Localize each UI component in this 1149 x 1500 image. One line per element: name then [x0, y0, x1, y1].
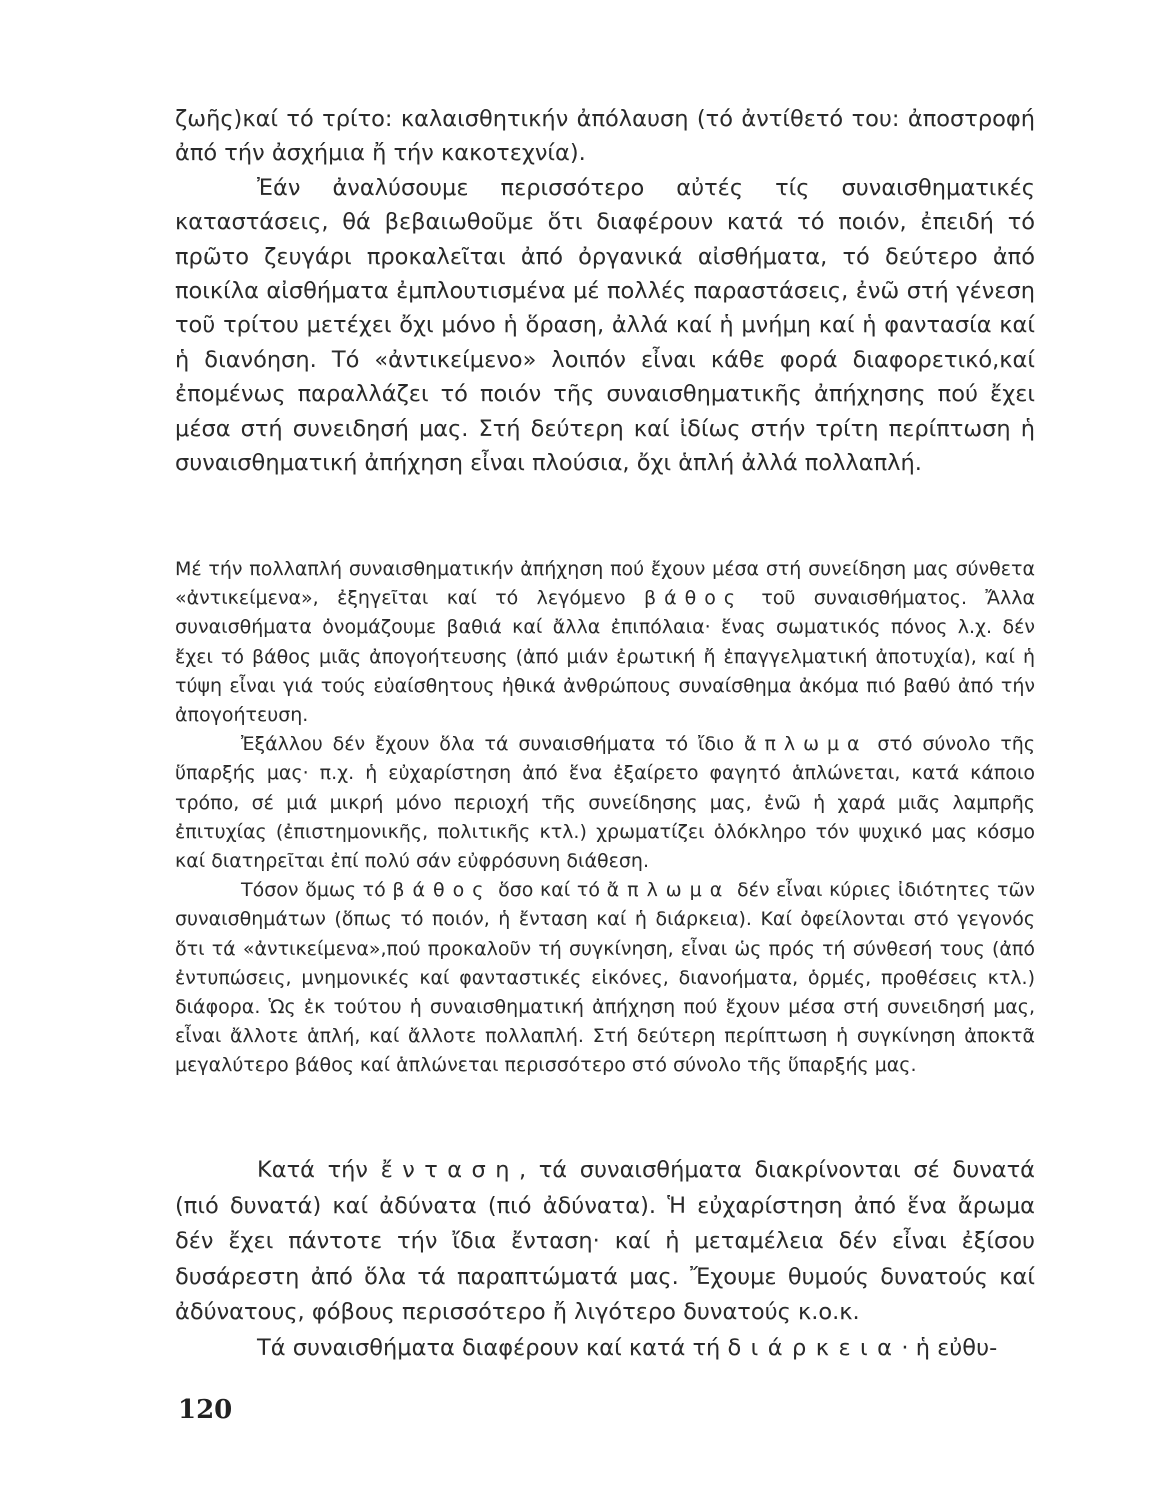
text-segment: στό σύνολο τῆς ὕπαρξής μας· π.χ. ἡ εὐχαρίστηση ἀπό ἕνα ἐξαίρετο φαγητό ἁπλώνεται, κατά κάποιο τρόπο, σέ μιά μικρή μόνο περιοχή τῆς συνείδησης μας, ἐνῶ ἡ χαρά μιᾶς λαμπρῆς ἐπιτυχίας (ἐπιστημονικῆς, πολιτικῆς κτλ.) χρωματίζει ὁλόκληρο τόν ψυχικό μας κόσμο καί διατηρεῖται ἐπί πολύ σάν εὐφρόσυνη διάθεση. — [175, 733, 1035, 873]
paragraph-depth-and-spread — [175, 876, 1035, 1080]
paragraph-analysis: Ἐάν ἀναλύσουμε περισσότερο αὐτές τίς συναισθηματικές καταστάσεις, θά βεβαιωθοῦμε ὅτι διαφέρουν κατά τό ποιόν, ἐπειδή τό πρῶτο ζευγάρι προκαλεῖται ἀπό ὀργανικά αἰσθήματα, τό δεύτερο ἀπό ποικίλα αἰσθήματα ἐμπλουτισμένα μέ πολλές παραστάσεις, ἐνῶ στή γένεση τοῦ τρίτου μετέχει ὄχι μόνο ἡ ὅραση, ἀλλά καί ἡ μνήμη καί ἡ φαντασία καί ἡ διανόηση. Τό «ἀντικείμενο» λοιπόν εἶναι κάθε φορά διαφορετικό,καί ἐπομένως παραλλάζει τό ποιόν τῆς συναισθηματικῆς ἀπήχησης πού ἔχει μέσα στή συνειδησή μας. Στή δεύτερη καί ἰδίως στήν τρίτη περίπτωση ἡ συναισθηματική ἀπήχηση εἶναι πλούσια, ὄχι ἁπλή ἀλλά πολλαπλή. — [175, 174, 1035, 477]
paragraph-continuation: ζωῆς)καί τό τρίτο: καλαισθητικήν ἀπόλαυση (τό ἀντίθετό του: ἀποστροφή ἀπό τήν ἀσχήμια ἤ τήν κακοτεχνία). — [175, 106, 1035, 167]
lower-text-block — [175, 1153, 1035, 1366]
spaced-term-depth: βάθος — [644, 587, 743, 610]
text-segment: ὅσο καί τό — [491, 879, 607, 902]
small-print-block — [175, 555, 1035, 1081]
text-segment: Μέ τήν πολλαπλή συναισθηματικήν ἀπήχηση πού ἔχουν μέσα στή συνείδηση μας σύνθετα «ἀντικείμενα», ἐξηγεῖται καί τό λεγόμενο — [175, 558, 1035, 610]
text-segment: Ἐξάλλου δέν ἔχουν ὅλα τά συναισθήματα τό ἴδιο — [241, 733, 744, 756]
spaced-term-intensity: ἔνταση — [380, 1157, 519, 1183]
text-segment: · ἡ εὐθυ- — [901, 1334, 998, 1361]
text-segment: τοῦ συναισθήματος. Ἄλλα συναισθήματα ὀνομάζουμε βαθιά καί ἄλλα ἐπιπόλαια· ἕνας σωματικός πόνος λ.χ. δέν ἔχει τό βάθος μιᾶς ἀπογοήτευσης (ἀπό μιάν ἐρωτική ἤ ἐπαγγελματική ἀποτυχία), καί ἡ τύψη εἶναι γιά τούς εὐαίσθητους ἠθικά ἀνθρώπους συναίσθημα ἀκόμα πιό βαθύ ἀπό τήν ἀπογοήτευση. — [175, 587, 1035, 727]
paragraph-duration — [175, 1331, 1035, 1367]
spaced-term-spread: ἄπλωμα — [606, 879, 731, 902]
main-text-block — [175, 102, 1035, 480]
text-segment: Κατά τήν — [257, 1157, 381, 1183]
paragraph-depth — [175, 555, 1035, 730]
text-segment: , τά συναισθήματα διακρίνονται σέ δυνατά (πιό δυνατά) καί ἀδύνατα (πιό ἀδύνατα). Ἡ εὐχαρίστηση ἀπό ἕνα ἄρωμα δέν ἔχει πάντοτε τήν ἴδια ἔνταση· καί ἡ μεταμέλεια δέν εἶναι ἐξίσου δυσάρεστη ἀπό ὅλα τά παραπτώματά μας. Ἔχουμε θυμούς δυνατούς καί ἀδύνατους, φόβους περισσότερο ἤ λιγότερο δυνατούς κ.ο.κ. — [175, 1157, 1035, 1325]
text-segment: δέν εἶναι κύριες ἰδιότητες τῶν συναισθημάτων (ὅπως τό ποιόν, ἡ ἔνταση καί ἡ διάρκεια). Καί ὀφείλονται στό γεγονός ὅτι τά «ἀντικείμενα»,πού προκαλοῦν τή συγκίνηση, εἶναι ὡς πρός τή σύνθεσή τους (ἀπό ἐντυπώσεις, μνημονικές καί φανταστικές εἰκόνες, διανοήματα, ὁρμές, προθέσεις κτλ.) διάφορα. Ὡς ἐκ τούτου ἡ συναισθηματική ἀπήχηση πού ἔχουν μέσα στή συνειδησή μας, εἶναι ἄλλοτε ἁπλή, καί ἄλλοτε πολλαπλή. Στή δεύτερη περίπτωση ἡ συγκίνηση ἀποκτᾶ μεγαλύτερο βάθος καί ἁπλώνεται περισσότερο στό σύνολο τῆς ὕπαρξής μας. — [175, 879, 1035, 1077]
spaced-term-duration: διάρκεια — [727, 1334, 902, 1361]
page-number: 120 — [178, 1395, 233, 1425]
spaced-term-spread: ἄπλωμα — [743, 733, 868, 756]
paragraph-spread — [175, 730, 1035, 876]
spaced-term-depth: βάθος — [392, 879, 492, 902]
text-segment: Τά συναισθήματα διαφέρουν καί κατά τή — [257, 1334, 728, 1361]
paragraph-intensity — [175, 1153, 1035, 1331]
text-segment: Τόσον ὅμως τό — [241, 879, 393, 902]
